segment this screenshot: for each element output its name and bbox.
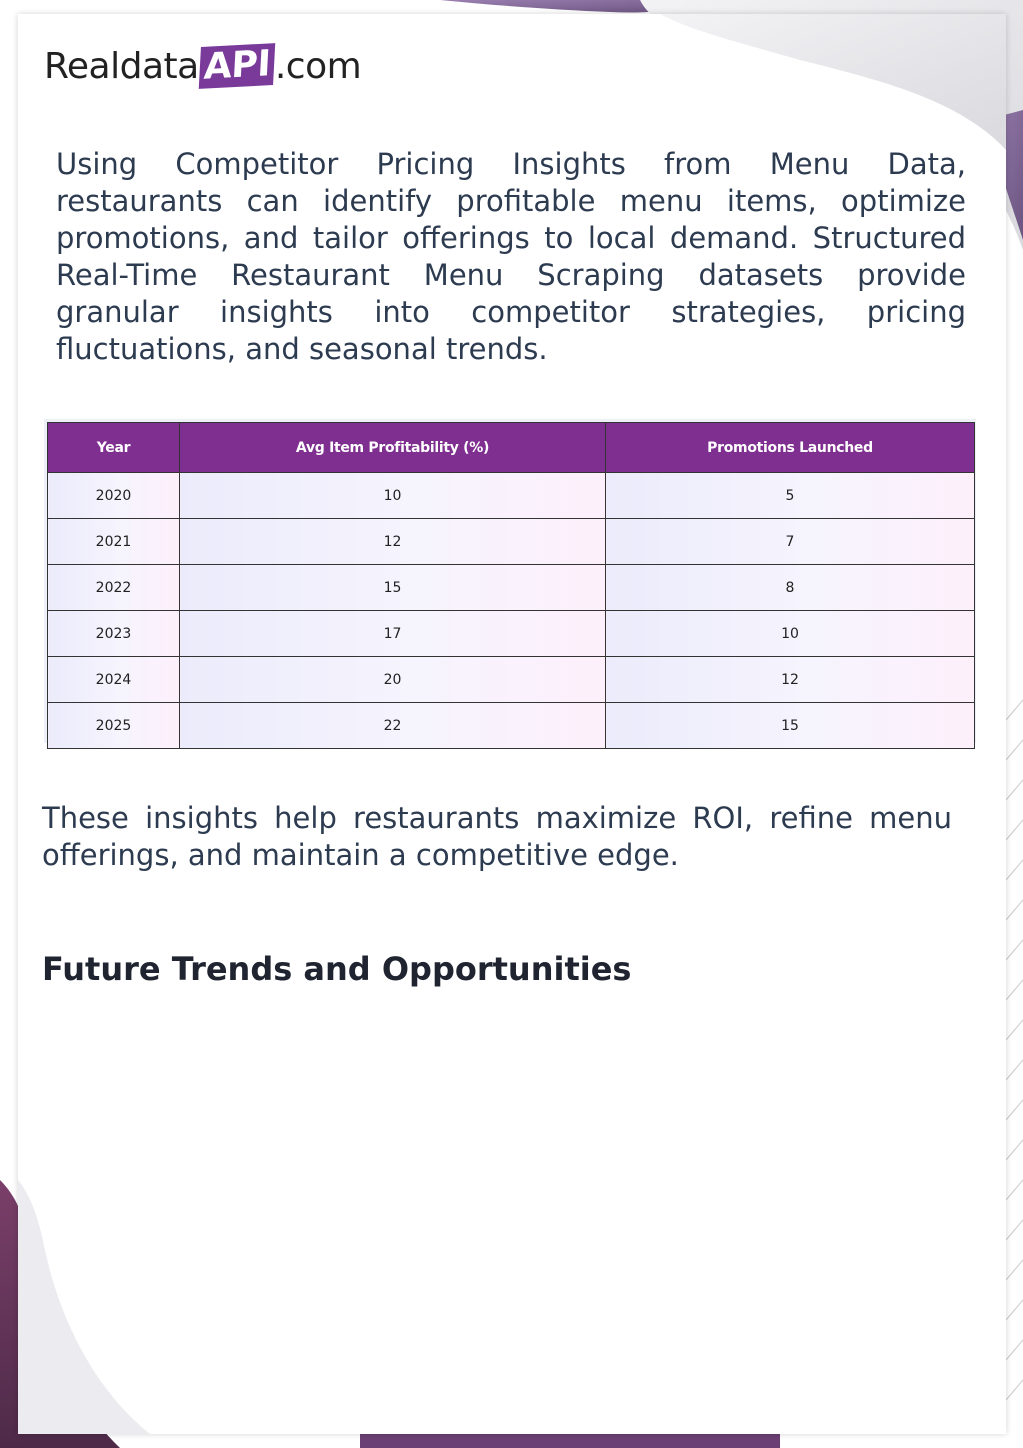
cell-promotions: 5 — [606, 473, 975, 519]
cell-promotions: 10 — [606, 611, 975, 657]
logo-suffix: .com — [274, 45, 362, 87]
cell-promotions: 15 — [606, 703, 975, 749]
page-bottom-left-curve — [18, 1180, 150, 1434]
cell-profitability: 22 — [180, 703, 606, 749]
cell-promotions: 8 — [606, 565, 975, 611]
logo-highlight: API — [198, 43, 275, 89]
column-header-profitability: Avg Item Profitability (%) — [180, 423, 606, 473]
cell-profitability: 10 — [180, 473, 606, 519]
cell-year: 2021 — [48, 519, 180, 565]
table-row — [48, 565, 975, 611]
table-row — [48, 611, 975, 657]
table-row — [48, 519, 975, 565]
cell-profitability: 20 — [180, 657, 606, 703]
cell-profitability: 15 — [180, 565, 606, 611]
cell-year: 2020 — [48, 473, 180, 519]
cell-promotions: 7 — [606, 519, 975, 565]
table-row — [48, 657, 975, 703]
column-header-year: Year — [48, 423, 180, 473]
table-row — [48, 703, 975, 749]
cell-promotions: 12 — [606, 657, 975, 703]
cell-year: 2025 — [48, 703, 180, 749]
section-heading: Future Trends and Opportunities — [42, 950, 632, 988]
cell-year: 2024 — [48, 657, 180, 703]
brand-logo — [44, 40, 361, 92]
closing-paragraph: These insights help restaurants maximize ROI, refine menu offerings, and maintain a competitive edge. — [42, 801, 952, 872]
data-table-container — [44, 419, 976, 743]
cell-year: 2022 — [48, 565, 180, 611]
intro-paragraph: Using Competitor Pricing Insights from Menu Data, restaurants can identify profitable menu items, optimize promotions, and tailor offerings to local demand. Structured Real-Time Restaurant Menu Scraping datasets provide granular insights into competitor strategies, pricing fluctuations, and seasonal trends. — [56, 147, 966, 366]
logo-prefix: Realdata — [44, 45, 199, 87]
cell-year: 2023 — [48, 611, 180, 657]
profitability-table — [47, 422, 975, 749]
cell-profitability: 12 — [180, 519, 606, 565]
column-header-promotions: Promotions Launched — [606, 423, 975, 473]
table-row — [48, 473, 975, 519]
cell-profitability: 17 — [180, 611, 606, 657]
page-top-right-curve — [660, 14, 1006, 150]
table-header-row — [48, 423, 975, 473]
